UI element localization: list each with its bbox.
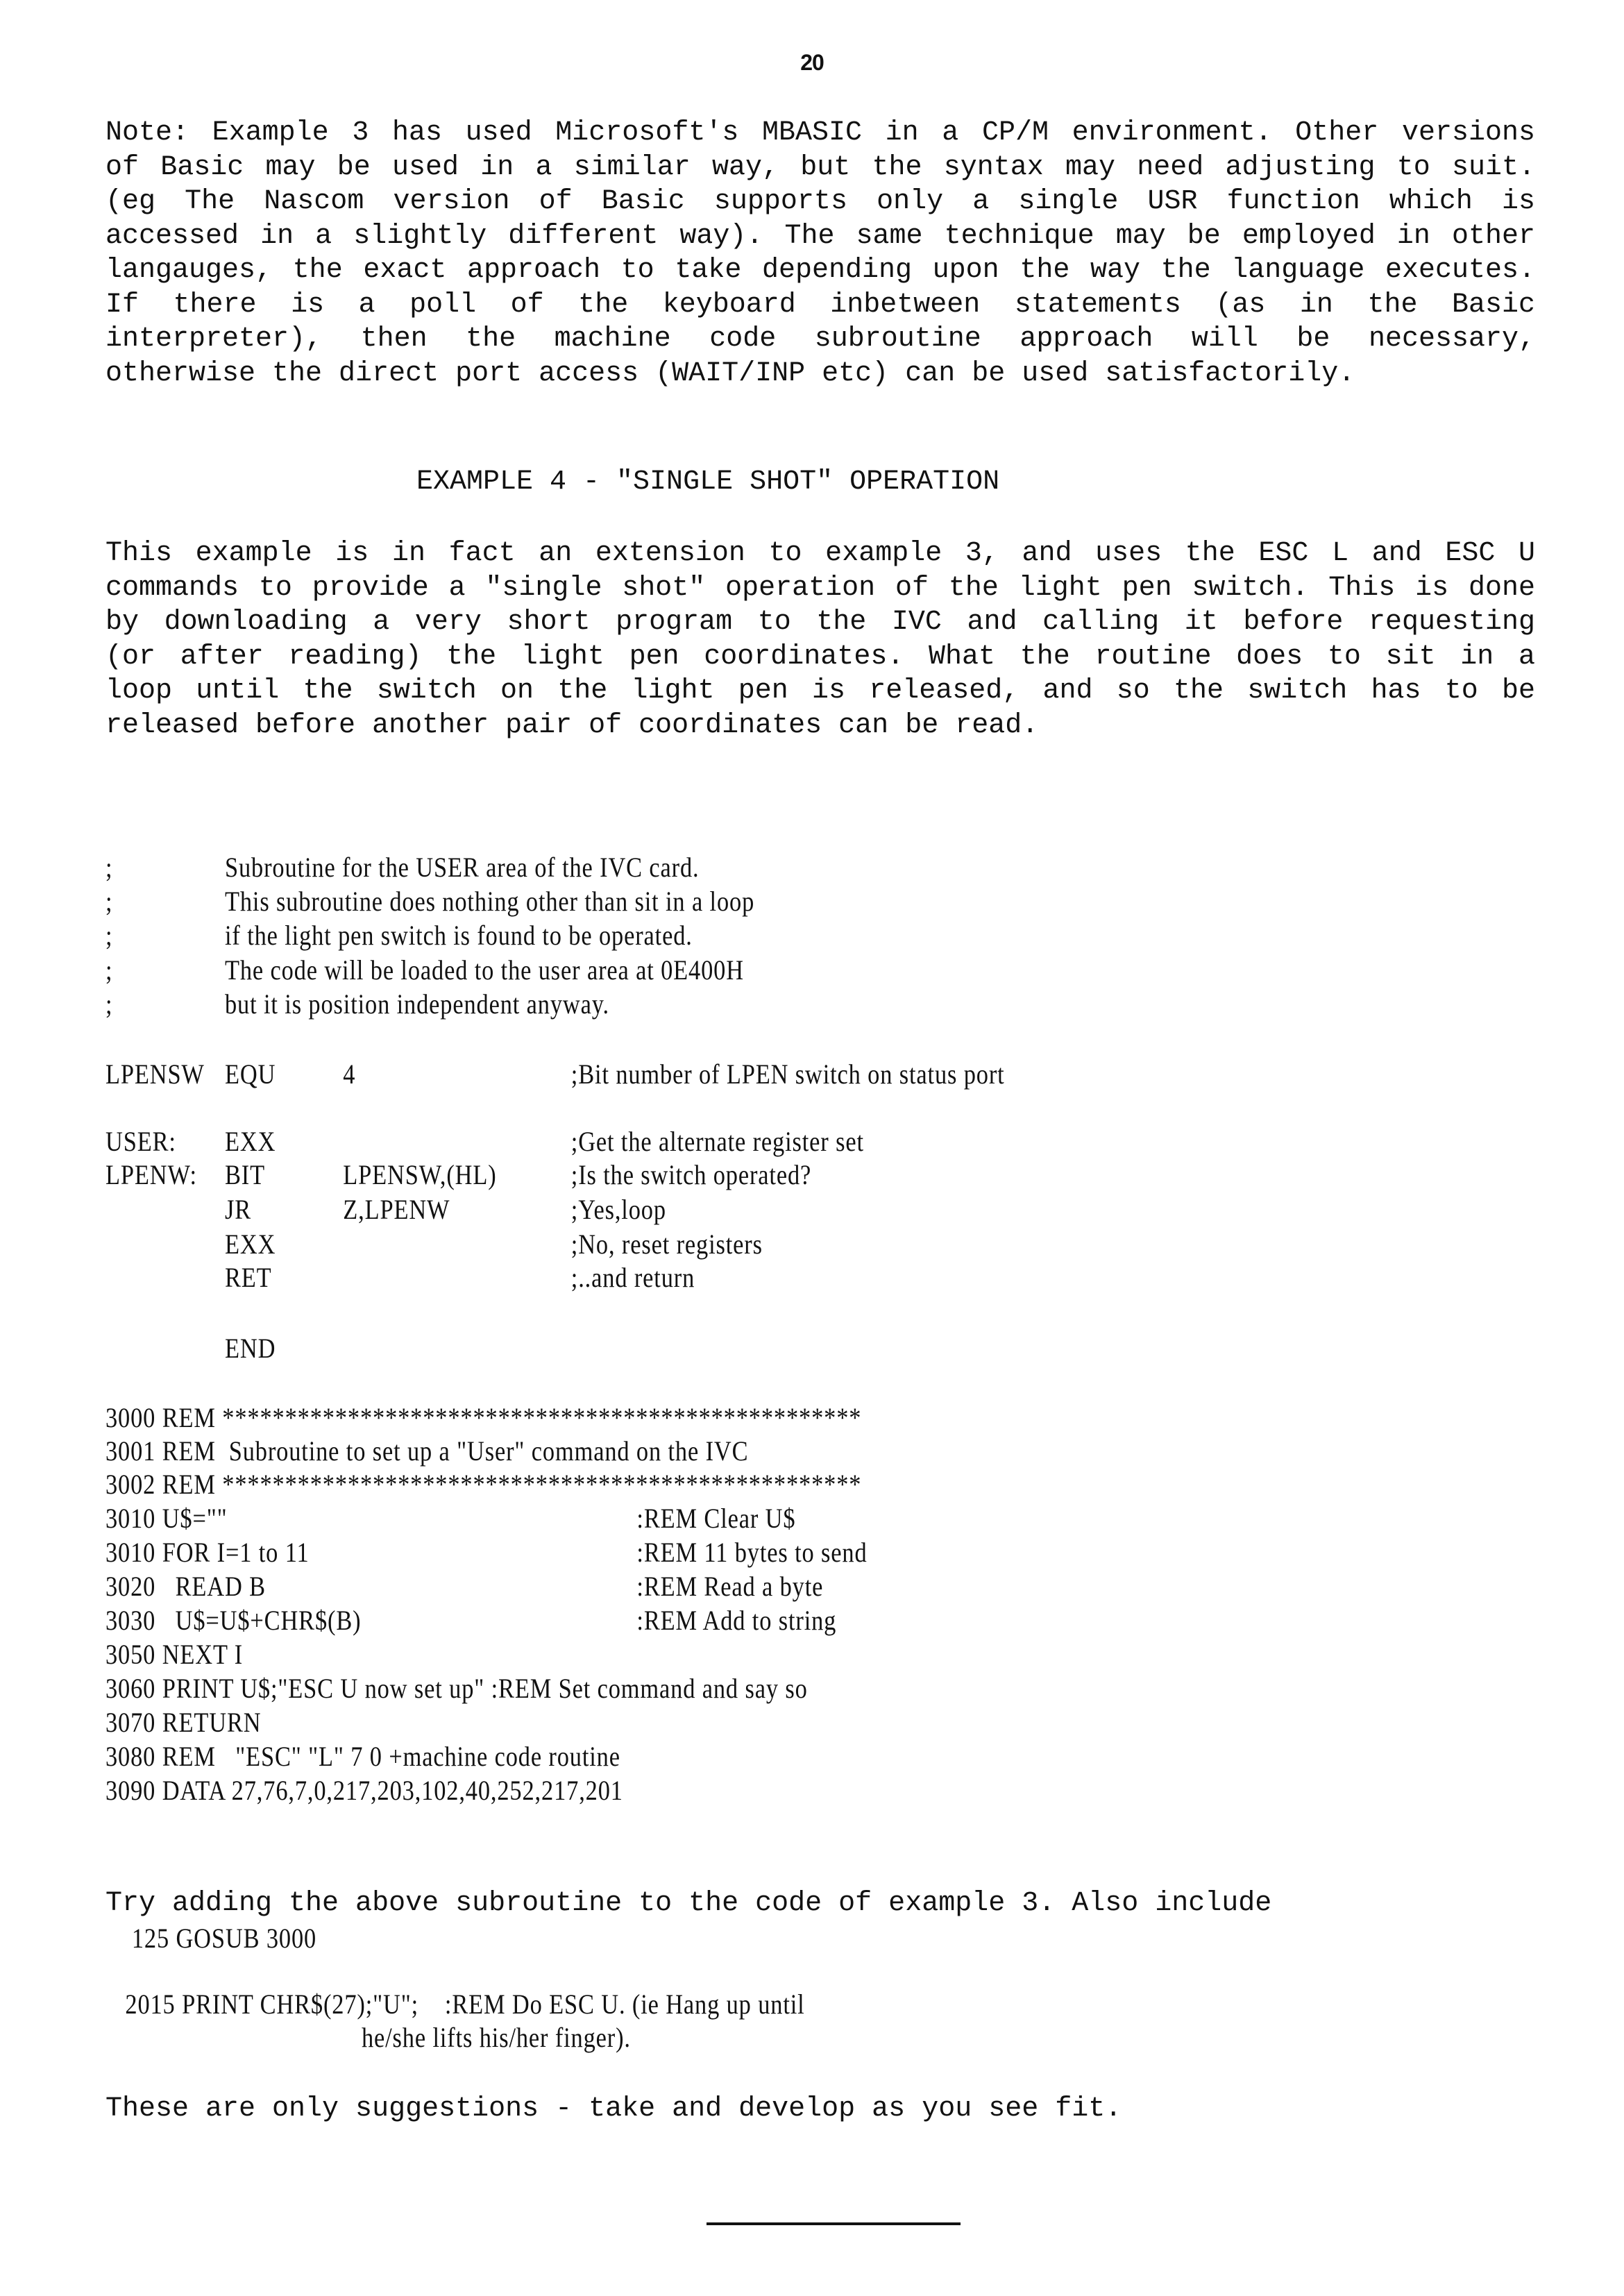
asm-end-line <box>105 1331 276 1365</box>
basic-line <box>105 1637 244 1671</box>
asm-code-line <box>105 1192 666 1226</box>
asm-operand: Z,LPENW <box>343 1194 450 1225</box>
asm-equ-line <box>105 1057 1005 1091</box>
asm-comment: ;Get the alternate register set <box>570 1126 864 1157</box>
basic-line <box>105 1467 862 1501</box>
basic-statement: 3001 REM Subroutine to set up a "User" command on the IVC <box>105 1435 749 1467</box>
asm-label: LPENSW <box>105 1058 205 1090</box>
basic-statement: 3080 REM "ESC" "L" 7 0 +machine code routine <box>105 1741 620 1772</box>
example-line: released before another pair of coordinates can be read. <box>105 709 1039 741</box>
basic-line <box>105 1401 862 1435</box>
asm-comment: ;..and return <box>570 1262 695 1293</box>
basic-statement: 3090 DATA 27,76,7,0,217,203,102,40,252,217,201 <box>105 1775 623 1806</box>
basic-line <box>105 1671 808 1705</box>
asm-semicolon: ; <box>105 988 113 1020</box>
basic-remark: :REM Read a byte <box>636 1571 824 1602</box>
example-line: This example is in fact an extension to example 3, and uses the ESC L and ESC U <box>105 538 1535 569</box>
basic-line <box>105 1434 749 1468</box>
gosub-line: 125 GOSUB 3000 <box>105 1923 317 1954</box>
asm-semicolon: ; <box>105 920 113 951</box>
asm-code-line <box>105 1260 695 1294</box>
basic-line <box>105 1773 623 1807</box>
asm-comment: ;Yes,loop <box>570 1194 666 1225</box>
asm-operand: LPENSW,(HL) <box>343 1159 497 1190</box>
basic-statement: 3020 READ B <box>105 1571 266 1602</box>
basic-remark: :REM Clear U$ <box>636 1503 796 1534</box>
asm-opcode: BIT <box>225 1159 265 1190</box>
asm-comment-line <box>105 884 755 918</box>
basic-statement: 3002 REM *************************************************** <box>105 1469 862 1500</box>
example-line: (or after reading) the light pen coordinates. What the routine does to sit in a <box>105 641 1535 673</box>
asm-operand: 4 <box>343 1058 356 1090</box>
basic-line <box>105 1603 837 1637</box>
asm-comment-text: but it is position independent anyway. <box>225 988 610 1020</box>
asm-comment-line <box>105 850 700 884</box>
asm-label: USER: <box>105 1126 176 1157</box>
asm-label: LPENW: <box>105 1159 197 1190</box>
print-esc-u-line: 2015 PRINT CHR$(27);"U"; :REM Do ESC U. (ie Hang up until <box>105 1989 805 2020</box>
note-line: interpreter), then the machine code subroutine approach will be necessary, <box>105 323 1535 355</box>
asm-comment-text: Subroutine for the USER area of the IVC card. <box>225 852 700 883</box>
asm-end-directive: END <box>225 1333 276 1364</box>
asm-opcode: EXX <box>225 1229 276 1260</box>
basic-line <box>105 1535 868 1569</box>
asm-comment-line <box>105 987 610 1021</box>
asm-comment-text: The code will be loaded to the user area at 0E400H <box>225 954 744 986</box>
asm-opcode: RET <box>225 1262 272 1293</box>
basic-statement: 3000 REM *************************************************** <box>105 1402 862 1433</box>
asm-semicolon: ; <box>105 954 113 986</box>
basic-line <box>105 1739 620 1773</box>
asm-opcode: EQU <box>225 1058 276 1090</box>
basic-remark: :REM 11 bytes to send <box>636 1537 868 1568</box>
asm-opcode: EXX <box>225 1126 276 1157</box>
asm-code-line <box>105 1227 763 1261</box>
asm-semicolon: ; <box>105 852 113 883</box>
basic-statement: 3070 RETURN <box>105 1707 262 1738</box>
basic-line <box>105 1705 262 1739</box>
section-heading: EXAMPLE 4 - "SINGLE SHOT" OPERATION <box>416 466 1000 498</box>
basic-line <box>105 1569 824 1603</box>
asm-comment-line <box>105 953 744 987</box>
basic-statement: 3050 NEXT I <box>105 1639 244 1670</box>
example-line: commands to provide a "single shot" operation of the light pen switch. This is done <box>105 572 1535 604</box>
basic-statement: 3010 U$="" <box>105 1503 228 1534</box>
basic-remark: :REM Add to string <box>636 1605 837 1636</box>
closing-text: These are only suggestions - take and develop as you see fit. <box>105 2093 1122 2125</box>
note-line: Note: Example 3 has used Microsoft's MBASIC in a CP/M environment. Other versions <box>105 117 1535 149</box>
asm-code-line <box>105 1124 864 1158</box>
note-line: of Basic may be used in a similar way, but the syntax may need adjusting to suit. <box>105 151 1535 183</box>
asm-code-line <box>105 1158 812 1192</box>
example-line: by downloading a very short program to the IVC and calling it before requesting <box>105 607 1535 638</box>
basic-statement: 3030 U$=U$+CHR$(B) <box>105 1605 362 1636</box>
asm-comment: ;Is the switch operated? <box>570 1159 812 1190</box>
asm-semicolon: ; <box>105 886 113 917</box>
note-line: If there is a poll of the keyboard inbetween statements (as in the Basic <box>105 289 1535 321</box>
example-line: loop until the switch on the light pen is released, and so the switch has to be <box>105 675 1535 707</box>
asm-comment-line <box>105 918 693 952</box>
page-number: 20 <box>800 50 824 75</box>
asm-comment-text: This subroutine does nothing other than sit in a loop <box>225 886 755 917</box>
basic-line <box>105 1501 796 1535</box>
note-line: (eg The Nascom version of Basic supports only a single USR function which is <box>105 186 1535 217</box>
end-rule-divider <box>707 2222 961 2225</box>
try-adding-text: Try adding the above subroutine to the code of example 3. Also include <box>105 1888 1272 1919</box>
asm-comment-text: if the light pen switch is found to be operated. <box>225 920 693 951</box>
print-esc-u-continuation: he/she lifts his/her finger). <box>105 2022 631 2053</box>
basic-statement: 3010 FOR I=1 to 11 <box>105 1537 310 1568</box>
note-line: accessed in a slightly different way). The same technique may be employed in other <box>105 220 1535 252</box>
basic-statement: 3060 PRINT U$;"ESC U now set up" :REM Set command and say so <box>105 1673 808 1704</box>
asm-opcode: JR <box>225 1194 252 1225</box>
note-line: langauges, the exact approach to take depending upon the way the language executes. <box>105 255 1535 286</box>
asm-comment: ;Bit number of LPEN switch on status port <box>570 1058 1005 1090</box>
asm-comment: ;No, reset registers <box>570 1229 763 1260</box>
note-line: otherwise the direct port access (WAIT/INP etc) can be used satisfactorily. <box>105 357 1355 389</box>
